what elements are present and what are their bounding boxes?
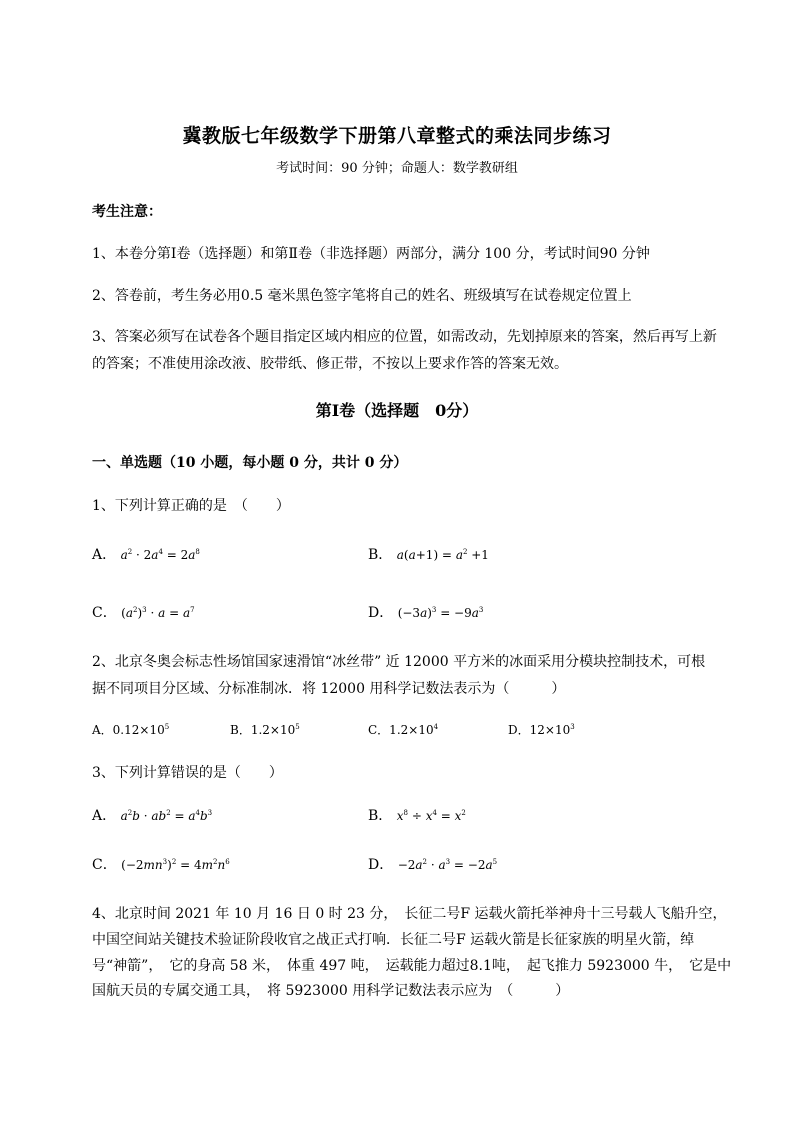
q1-option-a [92, 544, 200, 564]
q3-option-c-formula: $(-2mn^3)^2 = 4m^2n^6$ [121, 858, 230, 872]
q1-option-b [368, 544, 489, 564]
question-4-line-3: 号“神箭”， 它的身高 58 米， 体重 497 吨， 运载能力超过8.1吨， 起飞推力 5923000 牛， 它是中 [92, 958, 732, 974]
q3-option-a [92, 805, 212, 825]
q3-option-b [368, 805, 466, 825]
q2-option-c-text: C．1.2×10 [368, 723, 434, 737]
q1-option-a-label: A． [92, 547, 117, 563]
q1-option-d-formula: $(-3a)^3 = -9a^3$ [397, 606, 484, 620]
q3-option-d-label: D． [368, 857, 394, 873]
section-title: 第Ⅰ卷（选择题 0分） [315, 401, 479, 420]
question-2-line-2: 据不同项目分区域、分标准制冰．将 12000 用科学记数法表示为（ ） [92, 681, 566, 697]
q1-option-c [92, 602, 195, 622]
q3-option-c-label: C． [92, 857, 117, 873]
q1-option-b-formula: $a(a+1) = a^2 +1$ [396, 548, 489, 562]
q2-option-c-exp: 4 [433, 723, 439, 731]
q1-option-c-formula: $(a^2)^3 \cdot a = a^7$ [121, 606, 195, 620]
page-title: 冀教版七年级数学下册第八章整式的乘法同步练习 [182, 125, 612, 147]
q1-option-a-formula: $a^2 \cdot 2a^4 = 2a^8$ [120, 548, 200, 562]
q1-option-d [368, 602, 483, 622]
q2-option-a-exp: 5 [164, 723, 170, 731]
question-4-line-1: 4、北京时间 2021 年 10 月 16 日 0 时 23 分， 长征二号F 运载火箭托举神舟十三号载人飞船升空， [92, 906, 727, 922]
q2-option-a [92, 721, 169, 738]
q2-option-d-exp: 3 [570, 723, 575, 731]
q2-option-b-text: B．1.2×10 [230, 723, 296, 737]
notice-item-3-cont: 的答案；不准使用涂改液、胶带纸、修正带，不按以上要求作答的答案无效。 [92, 356, 568, 372]
notice-item-2: 2、答卷前，考生务必用0.5 毫米黑色签字笔将自己的姓名、班级填写在试卷规定位置上 [92, 288, 632, 304]
q3-option-a-label: A． [92, 808, 117, 824]
notice-item-1: 1、本卷分第Ⅰ卷（选择题）和第Ⅱ卷（非选择题）两部分，满分 100 分，考试时间90 分钟 [92, 246, 650, 262]
question-4-line-2: 中国空间站关键技术验证阶段收官之战正式打响．长征二号F 运载火箭是长征家族的明星火箭，绰 [92, 932, 695, 948]
q2-option-b-exp: 5 [295, 723, 300, 731]
q3-option-d-formula: $-2a^2 \cdot a^3 = -2a^5$ [397, 858, 498, 872]
notice-heading: 考生注意： [92, 204, 162, 220]
q2-option-c [368, 721, 438, 738]
part-heading: 一、单选题（10 小题，每小题 0 分，共计 0 分） [92, 455, 408, 471]
q3-option-a-formula: $a^2b \cdot ab^2 = a^4b^3$ [120, 809, 213, 823]
q1-option-c-label: C． [92, 605, 117, 621]
notice-item-3: 3、答案必须写在试卷各个题目指定区域内相应的位置，如需改动，先划掉原来的答案，然后再写上新 [92, 329, 717, 345]
question-2-line-1: 2、北京冬奥会标志性场馆国家速滑馆“冰丝带” 近 12000 平方米的冰面采用分模块控制技术，可根 [92, 654, 706, 670]
q2-option-a-text: A．0.12×10 [92, 723, 165, 737]
q3-option-b-formula: $x^8 \div x^4 = x^2$ [396, 809, 466, 823]
q2-option-b [230, 721, 300, 738]
q2-option-d-text: D．12×10 [508, 723, 571, 737]
question-1-stem: 1、下列计算正确的是 （ ） [92, 498, 290, 514]
q2-option-d [508, 721, 575, 738]
q3-option-d [368, 854, 497, 874]
question-3-stem: 3、下列计算错误的是（ ） [92, 765, 283, 781]
q3-option-b-label: B． [368, 808, 393, 824]
q3-option-c [92, 854, 230, 874]
question-4-line-4: 国航天员的专属交通工具， 将 5923000 用科学记数法表示应为 （ ） [92, 983, 570, 999]
page-subtitle: 考试时间：90 分钟；命题人：数学教研组 [276, 161, 518, 176]
q1-option-d-label: D． [368, 605, 394, 621]
q1-option-b-label: B． [368, 547, 393, 563]
